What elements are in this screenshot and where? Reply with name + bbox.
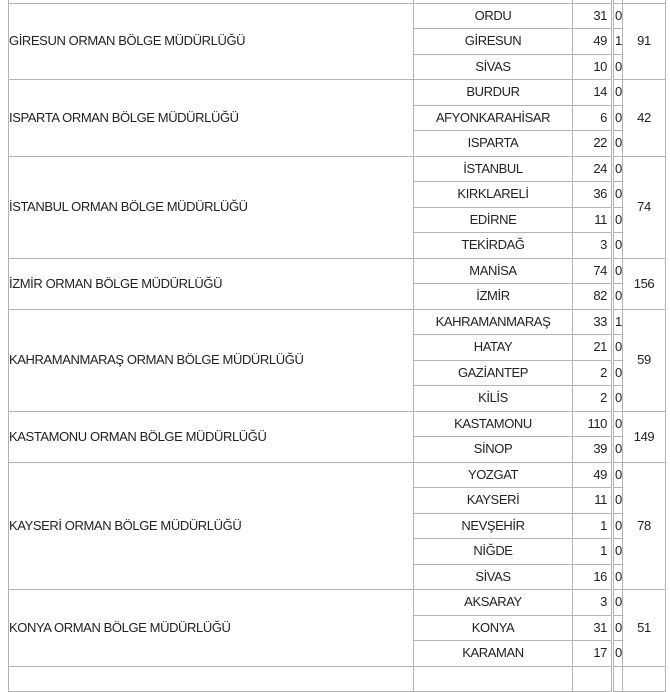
flag-cell: 0 [613,615,623,641]
region-name-cell: GİRESUN ORMAN BÖLGE MÜDÜRLÜĞÜ [9,3,414,80]
province-cell: KAYSERİ [414,488,573,514]
count-cell: 1 [573,539,613,565]
flag-cell: 0 [613,233,623,259]
region-name-cell: KASTAMONU ORMAN BÖLGE MÜDÜRLÜĞÜ [9,411,414,462]
count-cell: 33 [573,309,613,335]
province-cell: KAHRAMANMARAŞ [414,309,573,335]
flag-cell: 0 [613,590,623,616]
flag-cell: 0 [613,488,623,514]
flag-cell: 0 [613,105,623,131]
count-cell: 3 [573,590,613,616]
province-cell: SİNOP [414,437,573,463]
count-cell: 2 [573,360,613,386]
flag-cell: 0 [613,513,623,539]
province-cell: İZMİR [414,284,573,310]
count-cell: 49 [573,29,613,55]
region-name-cell: İSTANBUL ORMAN BÖLGE MÜDÜRLÜĞÜ [9,156,414,258]
province-cell: SİVAS [414,54,573,80]
flag-cell: 0 [613,182,623,208]
count-cell: 3 [573,233,613,259]
flag-cell: 0 [613,360,623,386]
count-cell: 14 [573,80,613,106]
table-row [9,411,666,437]
forest-region-table [8,0,666,692]
region-total-cell: 59 [623,309,666,411]
count-cell: 31 [573,615,613,641]
table-row [9,590,666,616]
province-cell: KONYA [414,615,573,641]
flag-cell: 0 [613,462,623,488]
province-cell: AKSARAY [414,590,573,616]
table-row [9,156,666,182]
flag-cell: 1 [613,309,623,335]
count-cell: 36 [573,182,613,208]
region-total-cell: 78 [623,462,666,590]
count-cell: 22 [573,131,613,157]
region-total-cell: 149 [623,411,666,462]
flag-cell: 0 [613,54,623,80]
province-cell: GİRESUN [414,29,573,55]
count-cell: 82 [573,284,613,310]
flag-cell: 0 [613,258,623,284]
flag-cell: 0 [613,641,623,667]
count-cell: 11 [573,488,613,514]
table-row [9,3,666,29]
count-cell: 17 [573,641,613,667]
count-cell: 16 [573,564,613,590]
province-cell: EDİRNE [414,207,573,233]
count-cell: 1 [573,513,613,539]
flag-cell: 0 [613,437,623,463]
province-cell: GAZİANTEP [414,360,573,386]
flag-cell: 0 [613,335,623,361]
province-cell: TEKİRDAĞ [414,233,573,259]
count-cell: 31 [573,3,613,29]
flag-cell: 1 [613,29,623,55]
flag-cell: 0 [613,284,623,310]
count-cell: 21 [573,335,613,361]
region-total-cell: 156 [623,258,666,309]
count-cell: 39 [573,437,613,463]
count-cell: 6 [573,105,613,131]
count-cell: 2 [573,386,613,412]
count-cell: 74 [573,258,613,284]
flag-cell: 0 [613,156,623,182]
count-cell: 110 [573,411,613,437]
region-total-cell: 74 [623,156,666,258]
count-cell: 10 [573,54,613,80]
table-row [9,80,666,106]
province-cell: KİLİS [414,386,573,412]
table-row [9,258,666,284]
flag-cell: 0 [613,386,623,412]
region-name-cell: KAYSERİ ORMAN BÖLGE MÜDÜRLÜĞÜ [9,462,414,590]
flag-cell: 0 [613,564,623,590]
table-row [9,309,666,335]
province-cell: KIRKLARELİ [414,182,573,208]
province-cell: BURDUR [414,80,573,106]
region-total-cell: 91 [623,3,666,80]
province-cell: İSTANBUL [414,156,573,182]
count-cell: 24 [573,156,613,182]
count-cell: 11 [573,207,613,233]
flag-cell: 0 [613,131,623,157]
region-total-cell: 51 [623,590,666,667]
table-body [9,0,666,692]
province-cell: MANİSA [414,258,573,284]
flag-cell: 0 [613,207,623,233]
province-cell: AFYONKARAHİSAR [414,105,573,131]
province-cell: ISPARTA [414,131,573,157]
region-name-cell: KONYA ORMAN BÖLGE MÜDÜRLÜĞÜ [9,590,414,667]
province-cell: KASTAMONU [414,411,573,437]
flag-cell: 0 [613,539,623,565]
flag-cell: 0 [613,3,623,29]
province-cell: NEVŞEHİR [414,513,573,539]
province-cell: YOZGAT [414,462,573,488]
province-cell: HATAY [414,335,573,361]
province-cell: KARAMAN [414,641,573,667]
region-name-cell: İZMİR ORMAN BÖLGE MÜDÜRLÜĞÜ [9,258,414,309]
table-row [9,462,666,488]
flag-cell: 0 [613,80,623,106]
flag-cell: 0 [613,411,623,437]
region-total-cell: 42 [623,80,666,157]
region-name-cell: KAHRAMANMARAŞ ORMAN BÖLGE MÜDÜRLÜĞÜ [9,309,414,411]
count-cell: 49 [573,462,613,488]
province-cell: SİVAS [414,564,573,590]
province-cell: NİĞDE [414,539,573,565]
province-cell: ORDU [414,3,573,29]
region-name-cell: ISPARTA ORMAN BÖLGE MÜDÜRLÜĞÜ [9,80,414,157]
